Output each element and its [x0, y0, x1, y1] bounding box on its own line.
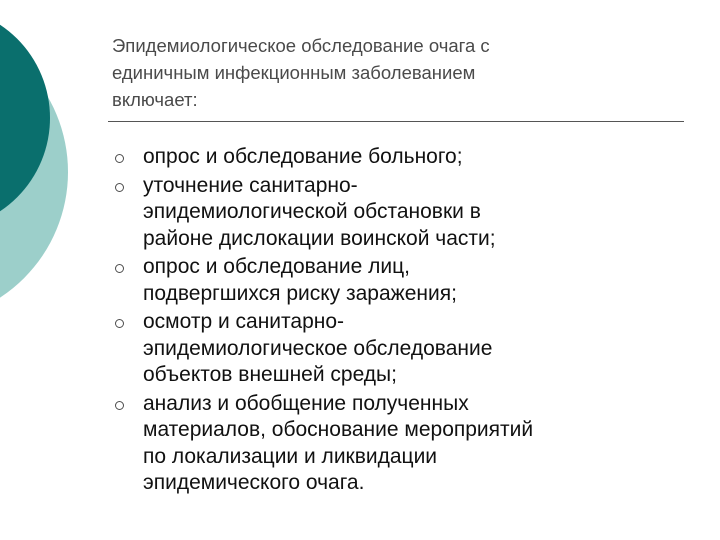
hollow-circle-bullet-icon	[115, 319, 124, 328]
hollow-circle-bullet-icon	[115, 183, 124, 192]
bullet-list	[112, 144, 692, 499]
list-item-text	[143, 144, 692, 171]
list-item-line: материалов, обоснование мероприятий	[143, 418, 534, 441]
title-line: включает:	[112, 89, 198, 110]
list-item-text	[143, 254, 692, 307]
list-item-text	[143, 309, 692, 389]
list-item-line: эпидемиологической обстановки в	[143, 200, 481, 223]
title-line: Эпидемиологическое обследование очага с	[112, 35, 490, 56]
list-item-line: по локализации и ликвидации	[143, 444, 438, 468]
list-item-text	[143, 391, 692, 497]
list-item-line: уточнение санитарно-	[143, 173, 358, 197]
title-divider	[108, 121, 684, 122]
list-item-line: эпидемиологическое обследование	[143, 336, 493, 360]
list-item-line: осмотр и санитарно-	[143, 310, 345, 333]
list-item	[112, 254, 692, 307]
list-item-line: эпидемического очага.	[143, 471, 365, 494]
hollow-circle-bullet-icon	[115, 264, 124, 273]
list-item-line: опрос и обследование лиц,	[143, 255, 410, 278]
list-item-line: подвергшихся риску заражения;	[143, 281, 457, 305]
list-item-line: объектов внешней среды;	[143, 363, 397, 386]
list-item-line: опрос и обследование больного;	[143, 145, 463, 168]
list-item	[112, 391, 692, 497]
list-item	[112, 173, 692, 253]
list-item-line: анализ и обобщение полученных	[143, 391, 469, 415]
list-item	[112, 144, 692, 171]
title-line: единичным инфекционным заболеванием	[112, 62, 476, 83]
slide-title	[112, 32, 672, 113]
hollow-circle-bullet-icon	[115, 154, 124, 163]
hollow-circle-bullet-icon	[115, 401, 124, 410]
list-item-text	[143, 173, 692, 253]
list-item-line: районе дислокации воинской части;	[143, 226, 496, 250]
list-item	[112, 309, 692, 389]
